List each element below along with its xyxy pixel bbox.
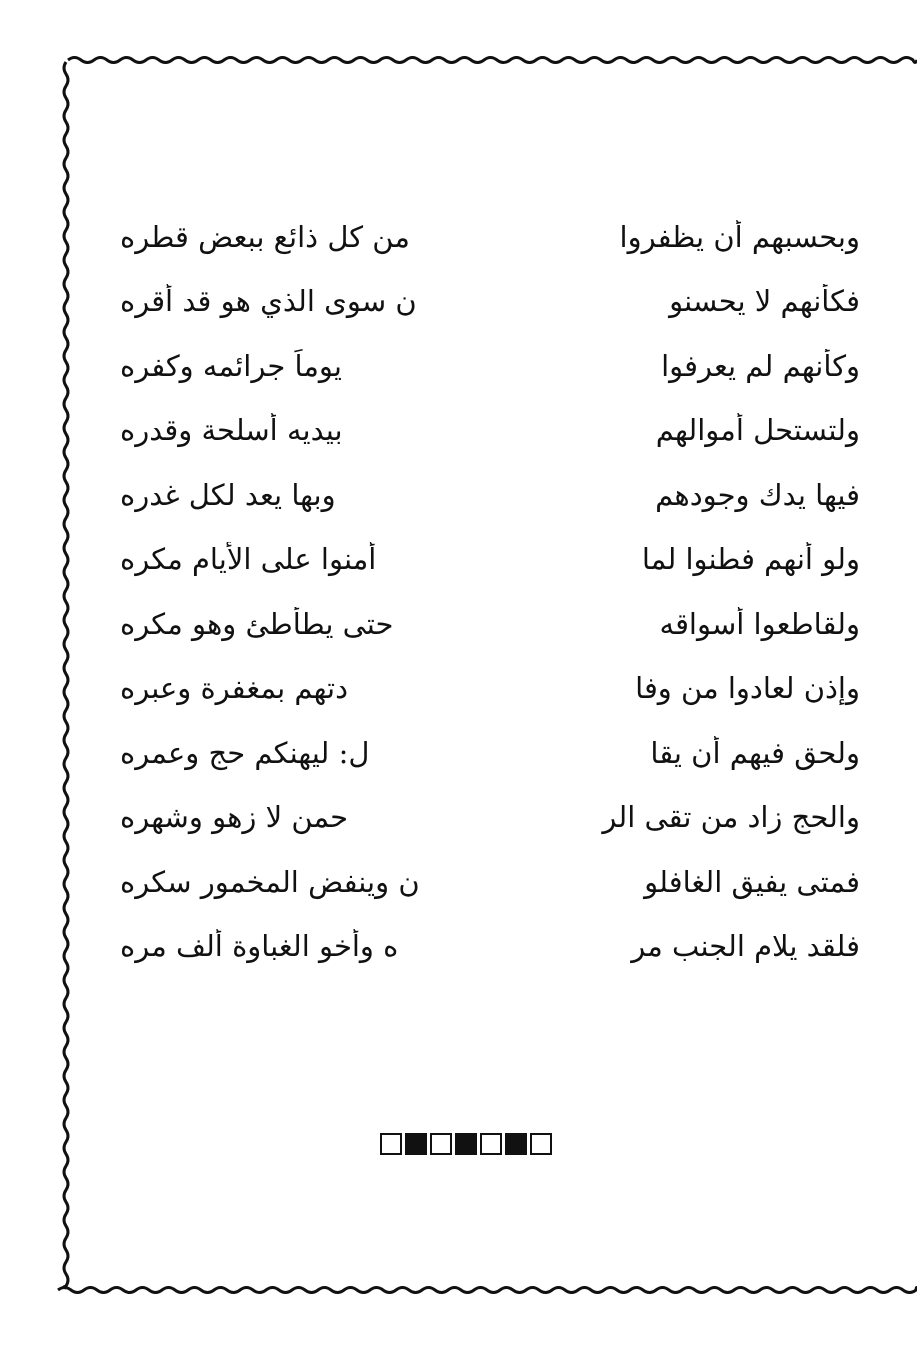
verse-second-hemistich: ن وينفض المخمور سكره xyxy=(120,864,420,899)
verse-second-hemistich: بيديه أسلحة وقدره xyxy=(120,413,343,448)
verse-second-hemistich: يوماً جرائمه وكفره xyxy=(120,348,342,383)
ornament-square xyxy=(405,1133,427,1155)
verse-first-hemistich: ولتستحل أموالهم xyxy=(655,413,860,448)
ornament-square xyxy=(480,1133,502,1155)
verse xyxy=(120,850,860,915)
verse xyxy=(120,528,860,593)
verse xyxy=(120,463,860,528)
frame-bottom-wave xyxy=(58,1288,917,1293)
verse xyxy=(120,915,860,980)
ornament-square xyxy=(505,1133,527,1155)
ornament-square xyxy=(530,1133,552,1155)
ornament-square xyxy=(380,1133,402,1155)
verse xyxy=(120,721,860,786)
verse-first-hemistich: فمتى يفيق الغافلو xyxy=(644,864,860,899)
verse-second-hemistich: ل: ليهنكم حج وعمره xyxy=(120,735,370,770)
verse-second-hemistich: حمن لا زهو وشهره xyxy=(120,800,349,835)
verse xyxy=(120,592,860,657)
ornament-square xyxy=(430,1133,452,1155)
verse xyxy=(120,399,860,464)
verse xyxy=(120,270,860,335)
verse-second-hemistich: أمنوا على الأيام مكره xyxy=(120,542,377,577)
poem xyxy=(120,205,860,979)
verse-second-hemistich: ه وأخو الغباوة ألف مره xyxy=(120,929,399,964)
ornament-square xyxy=(455,1133,477,1155)
verse-first-hemistich: فيها يدك وجودهم xyxy=(655,477,860,512)
verse-first-hemistich: ولو أنهم فطنوا لما xyxy=(641,542,860,577)
frame-top-wave xyxy=(68,58,917,63)
verse-second-hemistich: حتى يطأطئ وهو مكره xyxy=(120,606,394,641)
verse-first-hemistich: فكأنهم لا يحسنو xyxy=(669,284,860,319)
verse xyxy=(120,657,860,722)
frame-left-wave xyxy=(64,62,68,1288)
verse-first-hemistich: وكأنهم لم يعرفوا xyxy=(661,348,860,383)
verse-first-hemistich: ولحق فيهم أن يقا xyxy=(650,735,860,770)
verse-second-hemistich: وبها يعد لكل غدره xyxy=(120,477,336,512)
verse-first-hemistich: وإذن لعادوا من وفا xyxy=(635,671,860,706)
verse-second-hemistich: من كل ذائع ببعض قطره xyxy=(120,219,410,254)
verse-first-hemistich: وبحسبهم أن يظفروا xyxy=(619,219,860,254)
verse xyxy=(120,786,860,851)
verse xyxy=(120,205,860,270)
verse-first-hemistich: فلقد يلام الجنب مر xyxy=(631,929,860,964)
verse-first-hemistich: ولقاطعوا أسواقه xyxy=(659,606,860,641)
verse xyxy=(120,334,860,399)
verse-second-hemistich: دتهم بمغفرة وعبره xyxy=(120,671,349,706)
verse-first-hemistich: والحج زاد من تقى الر xyxy=(602,800,860,835)
section-end-ornament xyxy=(380,1133,552,1155)
verse-second-hemistich: ن سوى الذي هو قد أقره xyxy=(120,284,417,319)
